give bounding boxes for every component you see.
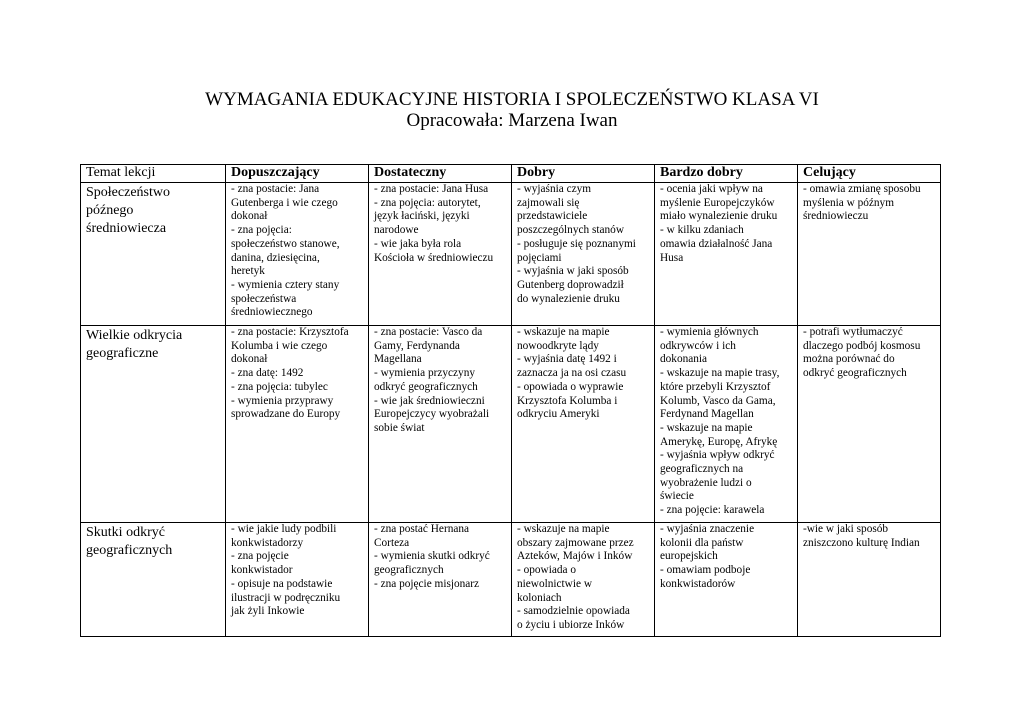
requirement-line: Husa	[660, 251, 684, 264]
requirement-line: - wyjaśnia datę 1492 i	[517, 353, 617, 366]
requirement-line: - wyjaśnia w jaki sposób	[517, 265, 629, 278]
header-grade-2: Dopuszczający	[226, 165, 369, 183]
requirement-line: - zna postacie: Vasco da	[374, 326, 483, 338]
requirement-line: - wymienia cztery stany	[231, 278, 340, 291]
topic-line: geograficzne	[86, 346, 159, 361]
requirement-line: - wyjaśnia wpływ odkryć	[660, 449, 775, 462]
requirement-line: - zna pojęcie misjonarz	[374, 577, 480, 590]
requirement-line: - zna postacie: Jana Husa	[374, 183, 489, 195]
requirement-line: koloniach	[517, 591, 562, 604]
requirement-line: myślenie Europejczyków	[660, 196, 775, 209]
requirement-line: nowoodkryte lądy	[517, 339, 599, 352]
requirement-line: geograficznych	[374, 564, 444, 577]
requirement-line: świecie	[660, 490, 694, 503]
requirement-cell	[798, 183, 941, 326]
requirement-line: - wie jakie ludy podbili	[231, 523, 337, 535]
requirement-cell	[512, 183, 655, 326]
lesson-topic-cell	[81, 326, 226, 523]
requirements-table	[80, 164, 941, 637]
requirement-line: omawia działalność Jana	[660, 237, 773, 250]
requirement-line: kolonii dla państw	[660, 536, 744, 549]
requirement-cell	[798, 326, 941, 523]
requirement-line: wyobrażenie ludzi o	[660, 476, 752, 489]
table-row	[81, 523, 941, 637]
topic-line: Społeczeństwo	[86, 185, 170, 200]
requirement-line: społeczeństwa	[231, 292, 297, 305]
requirement-line: sobie świat	[374, 421, 425, 434]
requirement-line: - samodzielnie opowiada	[517, 605, 630, 618]
requirement-line: zaznacza ja na osi czasu	[517, 367, 627, 380]
requirement-line: odkrywców i ich	[660, 339, 736, 352]
requirement-line: konkwistador	[231, 564, 293, 577]
requirement-line: Magellana	[374, 353, 422, 366]
requirement-line: które przebyli Krzysztof	[660, 380, 771, 393]
table-row	[81, 326, 941, 523]
requirement-line: - wskazuje na mapie trasy,	[660, 367, 780, 380]
requirement-line: średniowieczu	[803, 210, 869, 223]
requirement-line: ilustracji w podręczniku	[231, 591, 341, 604]
topic-line: średniowiecza	[86, 221, 167, 236]
requirement-line: Gutenberg doprowadził	[517, 278, 624, 291]
requirement-line: Kolumba i wie czego	[231, 339, 328, 352]
requirement-line: - opowiada o	[517, 564, 576, 577]
requirement-line: - omawiam podboje	[660, 564, 751, 577]
requirement-line: miało wynalezienie druku	[660, 210, 778, 223]
requirement-line: - zna pojęcia: tubylec	[231, 380, 328, 393]
requirement-line: jak żyli Inkowie	[231, 605, 305, 618]
requirement-line: -wie w jaki sposób	[803, 523, 889, 535]
requirement-line: danina, dziesięcina,	[231, 251, 320, 264]
requirement-cell	[655, 326, 798, 523]
requirement-line: - zna datę: 1492	[231, 367, 304, 380]
requirement-line: Amerykę, Europę, Afrykę	[660, 435, 778, 448]
requirement-line: Ferdynand Magellan	[660, 408, 754, 421]
requirement-line: odkryć geograficznych	[374, 380, 478, 393]
requirement-cell	[369, 523, 512, 637]
requirement-line: można porównać do	[803, 353, 895, 366]
requirement-line: - posługuje się poznanymi	[517, 237, 636, 250]
requirement-line: - opowiada o wyprawie	[517, 380, 624, 393]
requirement-cell	[369, 326, 512, 523]
requirement-line: - potrafi wytłumaczyć	[803, 326, 903, 338]
requirement-line: sprowadzane do Europy	[231, 408, 341, 421]
requirement-line: Krzysztofa Kolumba i	[517, 394, 618, 407]
requirement-line: Corteza	[374, 536, 410, 549]
requirement-line: poszczególnych stanów	[517, 224, 624, 237]
requirement-line: odkryciu Ameryki	[517, 408, 600, 421]
requirement-line: - opisuje na podstawie	[231, 577, 333, 590]
requirement-line: - ocenia jaki wpływ na	[660, 183, 763, 195]
requirement-line: przedstawiciele	[517, 210, 588, 223]
requirement-line: niewolnictwie w	[517, 577, 592, 590]
requirement-line: heretyk	[231, 265, 265, 278]
requirement-cell	[226, 183, 369, 326]
lesson-topic-cell	[81, 523, 226, 637]
requirement-line: pojęciami	[517, 251, 562, 264]
requirement-line: - zna postać Hernana	[374, 523, 470, 535]
requirement-line: dokonał	[231, 210, 268, 223]
header-grade-4: Dobry	[512, 165, 655, 183]
document-author: Opracowała: Marzena Iwan	[406, 110, 618, 131]
lesson-topic-cell	[81, 183, 226, 326]
requirement-line: - zna pojęcia:	[231, 224, 292, 237]
header-grade-3: Dostateczny	[369, 165, 512, 183]
requirement-line: - wie jaka była rola	[374, 237, 462, 250]
requirement-line: - zna postacie: Jana	[231, 183, 320, 195]
header-topic: Temat lekcji	[81, 165, 226, 183]
requirement-cell	[655, 523, 798, 637]
requirement-cell	[512, 326, 655, 523]
requirement-line: - wymienia przyprawy	[231, 394, 334, 407]
header-row	[81, 165, 941, 183]
requirement-line: Europejczycy wyobrażali	[374, 408, 490, 421]
requirement-line: Gutenberga i wie czego	[231, 196, 338, 209]
requirement-line: - wskazuje na mapie	[517, 326, 610, 338]
requirement-line: dlaczego podbój kosmosu	[803, 339, 921, 352]
requirement-line: - wymienia głównych	[660, 326, 759, 338]
requirement-line: konkwistadorzy	[231, 536, 304, 549]
requirement-line: obszary zajmowane przez	[517, 536, 634, 549]
requirement-line: geograficznych na	[660, 463, 744, 476]
topic-line: Skutki odkryć	[86, 525, 165, 540]
requirement-line: konkwistadorów	[660, 577, 736, 590]
requirement-line: zniszczono kulturę Indian	[803, 536, 920, 549]
requirement-line: zajmowali się	[517, 196, 580, 209]
requirement-line: Gamy, Ferdynanda	[374, 339, 460, 352]
requirement-line: społeczeństwo stanowe,	[231, 237, 340, 250]
requirement-line: myślenia w późnym	[803, 196, 894, 209]
requirement-line: do wynalezienie druku	[517, 292, 620, 305]
requirement-line: język łaciński, języki	[374, 210, 470, 223]
topic-line: późnego	[86, 203, 134, 218]
requirement-line: narodowe	[374, 224, 419, 237]
requirement-line: - zna postacie: Krzysztofa	[231, 326, 349, 338]
header-grade-6: Celujący	[798, 165, 941, 183]
requirement-line: dokonania	[660, 353, 708, 366]
requirement-line: - zna pojęcie: karawela	[660, 504, 765, 517]
requirement-line: - wymienia przyczyny	[374, 367, 476, 380]
requirement-cell	[512, 523, 655, 637]
requirement-line: odkryć geograficznych	[803, 367, 907, 380]
topic-line: geograficznych	[86, 543, 173, 558]
topic-line: Wielkie odkrycia	[86, 328, 183, 343]
requirement-line: - wskazuje na mapie	[517, 523, 610, 535]
requirement-cell	[369, 183, 512, 326]
requirement-line: Kościoła w średniowieczu	[374, 251, 494, 264]
requirement-line: - wymienia skutki odkryć	[374, 550, 490, 563]
document-title: WYMAGANIA EDUKACYJNE HISTORIA I SPOLECZEŃSTWO KLASA VI	[205, 89, 819, 110]
requirement-line: Kolumb, Vasco da Gama,	[660, 394, 776, 407]
requirement-line: europejskich	[660, 550, 718, 563]
requirement-line: Azteków, Majów i Inków	[517, 550, 633, 563]
requirement-line: dokonał	[231, 353, 268, 366]
requirement-line: o życiu i ubiorze Inków	[517, 618, 625, 631]
requirement-line: - wskazuje na mapie	[660, 421, 753, 434]
requirement-cell	[655, 183, 798, 326]
requirement-line: - w kilku zdaniach	[660, 224, 744, 237]
requirement-line: średniowiecznego	[231, 306, 313, 319]
requirement-line: - wyjaśnia czym	[517, 183, 592, 195]
requirement-cell	[798, 523, 941, 637]
requirement-line: - omawia zmianę sposobu	[803, 183, 921, 195]
requirement-cell	[226, 523, 369, 637]
requirement-cell	[226, 326, 369, 523]
requirement-line: - zna pojęcia: autorytet,	[374, 196, 481, 209]
requirement-line: - zna pojęcie	[231, 550, 289, 563]
requirement-line: - wie jak średniowieczni	[374, 394, 485, 407]
table-row	[81, 183, 941, 326]
requirement-line: - wyjaśnia znaczenie	[660, 523, 755, 535]
header-grade-5: Bardzo dobry	[655, 165, 798, 183]
